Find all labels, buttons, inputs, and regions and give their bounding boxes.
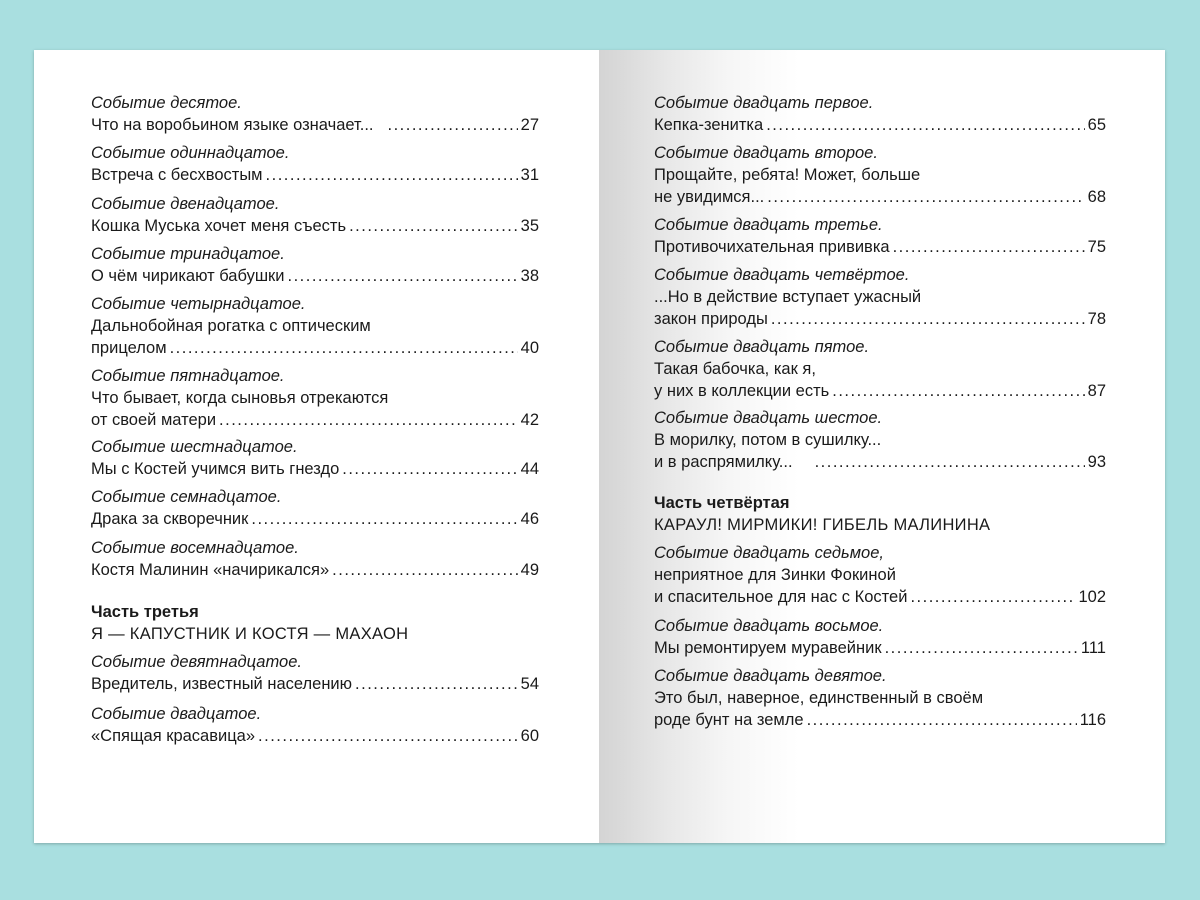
entry-line (654, 586, 1106, 608)
event-title: Событие двадцать третье. (654, 216, 883, 234)
entry-line (91, 508, 539, 530)
event-title: Событие двадцать шестое. (654, 409, 883, 427)
toc-entry (654, 214, 1106, 258)
leader-dots (349, 215, 518, 237)
toc-entry (91, 365, 539, 431)
event-title: Событие восемнадцатое. (91, 539, 299, 557)
entry-line (91, 559, 539, 581)
event-title: Событие девятнадцатое. (91, 653, 302, 671)
toc-entry (91, 193, 539, 237)
toc-entry (654, 542, 1106, 608)
leader-dots (832, 380, 1084, 402)
page-number: 35 (520, 217, 539, 235)
book-spread (34, 50, 1165, 843)
chapter-title: Кепка-зенитка (654, 116, 764, 134)
leader-dots (258, 725, 518, 747)
event-title: Событие шестнадцатое. (91, 438, 298, 456)
toc-entry (654, 92, 1106, 136)
part-heading (91, 601, 539, 645)
page-number: 87 (1087, 382, 1106, 400)
entry-line (654, 451, 1106, 473)
page-number: 78 (1087, 310, 1106, 328)
leader-dots (355, 673, 518, 695)
toc-entry (91, 92, 539, 136)
toc-entry (654, 615, 1106, 659)
event-title: Событие двадцать пятое. (654, 338, 870, 356)
leader-dots (332, 559, 517, 581)
page-number: 31 (520, 166, 539, 184)
page-number: 27 (520, 116, 539, 134)
entry-line (91, 725, 539, 747)
leader-dots (893, 236, 1085, 258)
entry-line (91, 265, 539, 287)
chapter-title: Встреча с бесхвостым (91, 166, 263, 184)
entry-line (91, 114, 539, 136)
chapter-title: Вредитель, известный населению (91, 675, 353, 693)
leader-dots (807, 709, 1077, 731)
chapter-title-line: Это был, наверное, единственный в своём (654, 689, 984, 707)
toc-entry (91, 142, 539, 186)
toc-entry (654, 407, 1106, 473)
event-title: Событие двадцатое. (91, 705, 262, 723)
toc-entry (91, 293, 539, 359)
entry-line (654, 709, 1106, 731)
event-title: Событие двадцать седьмое, (654, 544, 884, 562)
event-title: Событие семнадцатое. (91, 488, 282, 506)
chapter-title: Противочихательная прививка (654, 238, 890, 256)
part-title: Я — КАПУСТНИК И КОСТЯ — МАХАОН (91, 625, 409, 643)
leader-dots (766, 114, 1084, 136)
leader-dots (767, 186, 1084, 208)
chapter-title: Мы ремонтируем муравейник (654, 639, 882, 657)
part-title: КАРАУЛ! МИРМИКИ! ГИБЕЛЬ МАЛИНИНА (654, 516, 991, 534)
page-number: 75 (1087, 238, 1106, 256)
page-number: 49 (520, 561, 539, 579)
page-number: 68 (1087, 188, 1106, 206)
leader-dots (266, 164, 518, 186)
event-title: Событие пятнадцатое. (91, 367, 285, 385)
entry-line (654, 308, 1106, 330)
chapter-title-line: Что бывает, когда сыновья отрекаются (91, 389, 389, 407)
event-title: Событие тринадцатое. (91, 245, 285, 263)
part-label: Часть четвёртая (654, 494, 790, 512)
entry-line (91, 458, 539, 480)
page-number: 102 (1078, 588, 1106, 606)
page-number: 116 (1079, 711, 1106, 729)
chapter-title-line: Прощайте, ребята! Может, больше (654, 166, 921, 184)
event-title: Событие двадцать первое. (654, 94, 874, 112)
chapter-title: «Спящая красавица» (91, 727, 256, 745)
chapter-title-line: ...Но в действие вступает ужасный (654, 288, 922, 306)
leader-dots (342, 458, 517, 480)
chapter-title-line: Дальнобойная рогатка с оптическим (91, 317, 371, 335)
entry-line (91, 337, 539, 359)
chapter-title: закон природы (654, 310, 768, 328)
event-title: Событие двенадцатое. (91, 195, 280, 213)
entry-line (654, 236, 1106, 258)
chapter-title: О чём чирикают бабушки (91, 267, 285, 285)
toc-entry (91, 243, 539, 287)
page-number: 46 (520, 510, 539, 528)
chapter-title: у них в коллекции есть (654, 382, 830, 400)
entry-line (91, 164, 539, 186)
event-title: Событие десятое. (91, 94, 242, 112)
event-title: Событие двадцать восьмое. (654, 617, 884, 635)
chapter-title-line: неприятное для Зинки Фокиной (654, 566, 896, 584)
leader-dots (885, 637, 1078, 659)
page-number: 40 (520, 339, 539, 357)
page-number: 38 (520, 267, 539, 285)
toc-entry (91, 486, 539, 530)
leader-dots (815, 451, 1085, 473)
entry-line (91, 673, 539, 695)
toc-entry (654, 142, 1106, 208)
page-number: 93 (1087, 453, 1106, 471)
entry-line (654, 186, 1106, 208)
entry-line (654, 114, 1106, 136)
page-number: 42 (520, 411, 539, 429)
event-title: Событие двадцать второе. (654, 144, 878, 162)
entry-line (91, 409, 539, 431)
leader-dots (251, 508, 517, 530)
leader-dots (771, 308, 1085, 330)
chapter-title: прицелом (91, 339, 167, 357)
leader-dots (910, 586, 1075, 608)
page-number: 54 (520, 675, 539, 693)
chapter-title: Кошка Муська хочет меня съесть (91, 217, 347, 235)
chapter-title: не увидимся... (654, 188, 765, 206)
page-number: 111 (1080, 639, 1106, 657)
chapter-title: от своей матери (91, 411, 217, 429)
toc-entry (91, 436, 539, 480)
chapter-title: и в распрямилку... (654, 453, 793, 471)
toc-entry (654, 665, 1106, 731)
part-heading (654, 492, 1106, 536)
toc-entry (91, 703, 539, 747)
chapter-title-line: В морилку, потом в сушилку... (654, 431, 882, 449)
leader-dots (288, 265, 518, 287)
entry-line (91, 215, 539, 237)
entry-line (654, 380, 1106, 402)
chapter-title: Мы с Костей учимся вить гнездо (91, 460, 340, 478)
chapter-title: роде бунт на земле (654, 711, 804, 729)
toc-entry (654, 264, 1106, 330)
event-title: Событие двадцать девятое. (654, 667, 887, 685)
page-number: 65 (1087, 116, 1106, 134)
event-title: Событие четырнадцатое. (91, 295, 306, 313)
toc-entry (91, 651, 539, 695)
entry-line (654, 637, 1106, 659)
toc-entry (91, 537, 539, 581)
chapter-title: Костя Малинин «начирикался» (91, 561, 330, 579)
chapter-title-line: Такая бабочка, как я, (654, 360, 816, 378)
page-number: 44 (520, 460, 539, 478)
leader-dots (219, 409, 518, 431)
event-title: Событие двадцать четвёртое. (654, 266, 910, 284)
chapter-title: Что на воробьином языке означает... (91, 116, 374, 134)
leader-dots (387, 114, 517, 136)
event-title: Событие одиннадцатое. (91, 144, 290, 162)
leader-dots (170, 337, 518, 359)
part-label: Часть третья (91, 603, 199, 621)
chapter-title: и спасительное для нас с Костей (654, 588, 908, 606)
toc-entry (654, 336, 1106, 402)
page-number: 60 (520, 727, 539, 745)
chapter-title: Драка за скворечник (91, 510, 249, 528)
